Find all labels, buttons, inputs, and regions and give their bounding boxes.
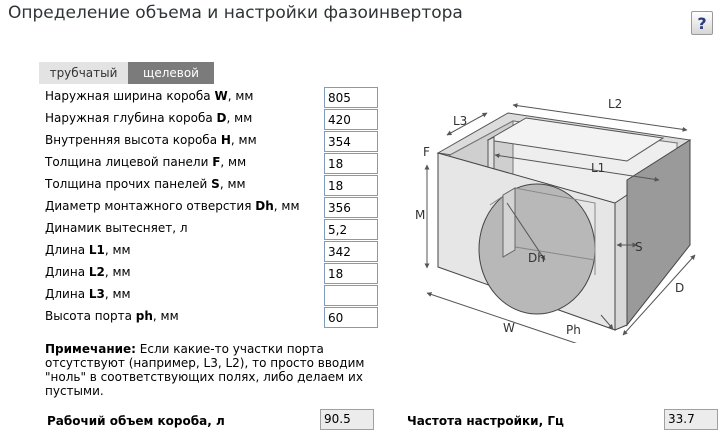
field-label: Внутренняя высота короба H, мм [45, 133, 257, 147]
frequency-label: Частота настройки, Гц [407, 414, 564, 428]
hole-diameter-input[interactable] [324, 197, 378, 218]
volume-label: Рабочий объем короба, л [47, 414, 225, 428]
field-label: Наружная глубина короба D, мм [45, 111, 253, 125]
field-row-width [45, 87, 380, 107]
field-row-port-height [45, 307, 380, 327]
field-row-hole-diameter [45, 197, 380, 217]
field-label: Диаметр монтажного отверстия Dh, мм [45, 199, 300, 213]
label-ph: Ph [566, 323, 581, 337]
page-title: Определение объема и настройки фазоинвертора [8, 3, 463, 23]
label-f: F [423, 145, 430, 159]
label-w: W [503, 321, 515, 335]
label-m: M [415, 208, 426, 222]
field-label: Толщина прочих панелей S, мм [45, 177, 246, 191]
field-label: Длина L3, мм [45, 287, 131, 301]
field-row-l3 [45, 285, 380, 305]
field-label: Динамик вытесняет, л [45, 221, 188, 235]
frequency-result: 33.7 [664, 409, 718, 430]
l1-input[interactable] [324, 241, 378, 262]
l2-input[interactable] [324, 263, 378, 284]
depth-input[interactable] [324, 109, 378, 130]
tab-tubular[interactable]: трубчатый [39, 62, 128, 84]
height-input[interactable] [324, 131, 378, 152]
label-l1: L1 [591, 161, 606, 175]
label-l2: L2 [608, 97, 623, 111]
label-s: S [635, 240, 643, 254]
width-input[interactable] [324, 87, 378, 108]
field-label: Длина L1, мм [45, 243, 131, 257]
displacement-input[interactable] [324, 219, 378, 240]
note-text: Примечание: Если какие-то участки порта отсутствуют (например, L3, L2), то просто вводим "ноль" в соответствующих полях, либо делаем их пустыми. [45, 342, 365, 398]
field-label: Высота порта ph, мм [45, 309, 179, 323]
front-thickness-input[interactable] [324, 153, 378, 174]
volume-result: 90.5 [320, 409, 374, 430]
label-l3: L3 [453, 114, 468, 128]
port-height-input[interactable] [324, 307, 378, 328]
label-dh: Dh [528, 251, 545, 265]
enclosure-diagram [395, 85, 715, 343]
label-d: D [675, 281, 685, 295]
field-label: Длина L2, мм [45, 265, 131, 279]
speaker-hole [479, 184, 595, 314]
field-row-front-thickness [45, 153, 380, 173]
field-row-l2 [45, 263, 380, 283]
field-row-l1 [45, 241, 380, 261]
l3-input[interactable] [324, 285, 378, 306]
field-row-displacement [45, 219, 380, 239]
help-button[interactable]: ? [691, 11, 713, 35]
panel-thickness-input[interactable] [324, 175, 378, 196]
field-label: Наружная ширина короба W, мм [45, 89, 254, 103]
field-row-depth [45, 109, 380, 129]
field-row-panel-thickness [45, 175, 380, 195]
field-row-height [45, 131, 380, 151]
field-label: Толщина лицевой панели F, мм [45, 155, 247, 169]
tab-slot[interactable]: щелевой [128, 62, 214, 84]
